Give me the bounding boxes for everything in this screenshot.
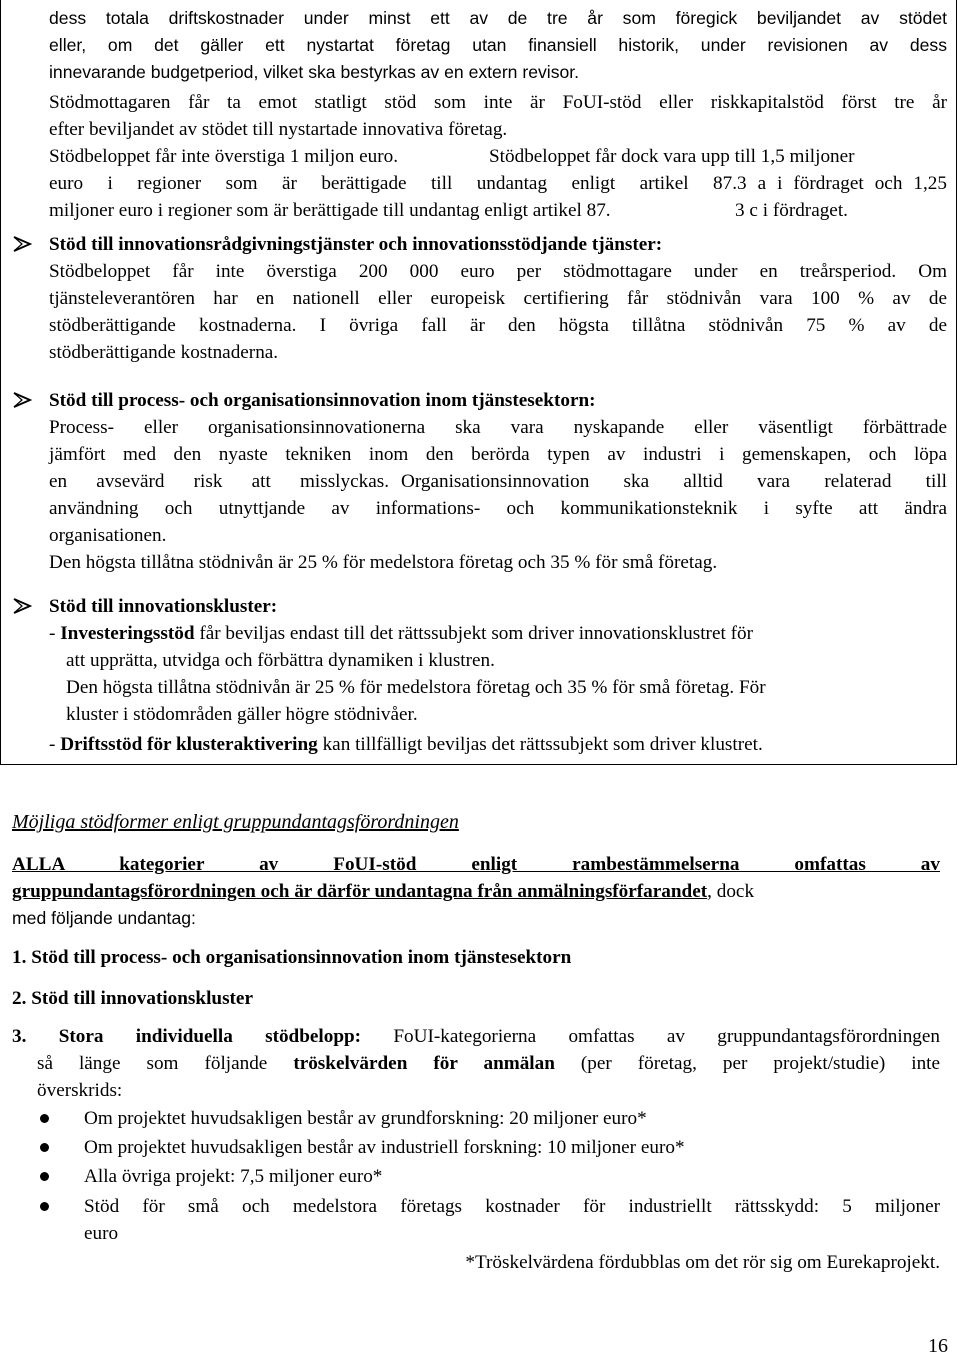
section3-heading: Stöd till innovationskluster:	[49, 596, 278, 617]
section2-line1: Process- eller organisationsinnovationerna ska vara nyskapande eller väsentligt förbättrade	[49, 417, 947, 438]
box-p2-line1: Stödmottagaren får ta emot statligt stöd som inte är FoUI-stöd eller riskkapitalstöd först tre år	[49, 92, 947, 113]
bullet-dot-icon	[40, 1172, 49, 1181]
box-p2-line2: efter beviljandet av stödet till nystartade innovativa företag.	[49, 119, 508, 140]
box-p3-line2b: 3 a i fördraget och 1,25	[737, 173, 947, 194]
bullet-4-line1: Stöd för små och medelstora företags kostnader för industriellt rättsskydd: 5 miljoner	[84, 1196, 940, 1217]
section3-item1-line4: kluster i stödområden gäller högre stödnivåer.	[66, 704, 418, 725]
section-title: Möjliga stödformer enligt gruppundantagsförordningen	[12, 811, 459, 833]
section2-line4: användning och utnyttjande av informations- och kommunikationsteknik i syfte att ändra	[49, 498, 947, 519]
investment-label: Investeringsstöd	[60, 623, 195, 644]
box-p1-line3: innevarande budgetperiod, vilket ska bestyrkas av en extern revisor.	[49, 62, 580, 82]
section2-line3a: en avsevärd risk att misslyckas.	[49, 471, 389, 492]
item-3-line2-b: tröskelvärden för anmälan	[293, 1053, 555, 1074]
alla-line2-rest: , dock	[707, 881, 755, 902]
bullet-3: Alla övriga projekt: 7,5 miljoner euro*	[84, 1166, 383, 1187]
arrow-bullet-icon	[12, 392, 32, 408]
arrow-bullet-icon	[12, 598, 32, 614]
footnote: *Tröskelvärdena fördubblas om det rör sig om Eurekaprojekt.	[465, 1252, 940, 1273]
section1-line2: tjänsteleverantören har en nationell eller europeisk certifiering får stödnivån vara 100 % av de	[49, 288, 947, 309]
bullet-2: Om projektet huvudsakligen består av industriell forskning: 10 miljoner euro*	[84, 1137, 685, 1158]
dash: -	[49, 734, 61, 755]
section3-item1-line2: att upprätta, utvidga och förbättra dynamiken i klustren.	[66, 650, 495, 671]
section1-line4: stödberättigande kostnaderna.	[49, 342, 279, 363]
box-p3-line1a: Stödbeloppet får inte överstiga 1 miljon euro.	[49, 146, 399, 167]
box-p3-line3a: miljoner euro i regioner som är berättigade till undantag enligt artikel 87.	[49, 200, 611, 221]
box-p1-line1: dess totala driftskostnader under minst ett av de tre år som föregick beviljandet av stödet	[49, 8, 947, 28]
bullet-dot-icon	[40, 1202, 49, 1211]
item-3-line1	[12, 1023, 940, 1050]
bullet-1: Om projektet huvudsakligen består av grundforskning: 20 miljoner euro*	[84, 1108, 647, 1129]
box-p3-line1b: Stödbeloppet får dock vara upp till 1,5 miljoner	[489, 146, 855, 167]
bullet-dot-icon	[40, 1143, 49, 1152]
alla-line1: ALLA kategorier av FoUI-stöd enligt rambestämmelserna omfattas av	[12, 854, 940, 875]
item-3-bold: 3. Stora individuella stödbelopp:	[12, 1026, 362, 1047]
section2-line6: Den högsta tillåtna stödnivån är 25 % för medelstora företag och 35 % för små företag.	[49, 552, 718, 573]
bullet-dot-icon	[40, 1114, 49, 1123]
box-p3-line3b: 3 c i fördraget.	[735, 200, 848, 221]
alla-line3: med följande undantag:	[12, 908, 196, 928]
item-3-line3: överskrids:	[37, 1080, 123, 1101]
item-2: 2. Stöd till innovationskluster	[12, 988, 253, 1009]
section2-line2: jämfört med den nyaste tekniken inom den berörda typen av industri i gemenskapen, och löpa	[49, 444, 947, 465]
box-p1-line2: eller, om det gäller ett nystartat företag utan finansiell historik, under revisionen av dess	[49, 35, 947, 55]
item-3-line2	[37, 1050, 940, 1077]
section3-item1-line3: Den högsta tillåtna stödnivån är 25 % för medelstora företag och 35 % för små företag. För	[66, 677, 766, 698]
bullet-4-line2: euro	[84, 1223, 119, 1244]
page-number: 16	[928, 1335, 948, 1357]
alla-line2-bold: gruppundantagsförordningen och är därför undantagna från anmälningsförfarandet	[12, 881, 708, 902]
section2-line3b: Organisationsinnovation ska alltid vara relaterad till	[401, 471, 947, 492]
section1-line3: stödberättigande kostnaderna. I övriga fall är den högsta tillåtna stödnivån 75 % av de	[49, 315, 947, 336]
section2-heading: Stöd till process- och organisationsinnovation inom tjänstesektorn:	[49, 390, 596, 411]
arrow-bullet-icon	[12, 236, 32, 252]
item-3-rest: FoUI-kategorierna omfattas av gruppundantagsförordningen	[361, 1026, 940, 1047]
item-3-line2-c: (per företag, per projekt/studie) inte	[554, 1053, 941, 1074]
item-1: 1. Stöd till process- och organisationsinnovation inom tjänstesektorn	[12, 947, 572, 968]
item-3-line2-a: så länge som följande	[37, 1053, 294, 1074]
section1-line1: Stödbeloppet får inte överstiga 200 000 euro per stödmottagare under en treårsperiod. Om	[49, 261, 947, 282]
operating-aid-label: Driftsstöd för klusteraktivering	[60, 734, 318, 755]
alla-line2	[12, 878, 754, 905]
dash: -	[49, 623, 61, 644]
item1-text: får beviljas endast till det rättssubjekt som driver innovationsklustret för	[194, 623, 753, 644]
box-p3-line2a: euro i regioner som är berättigade till undantag enligt artikel 87.	[49, 173, 737, 194]
section3-item1-line1	[49, 620, 753, 647]
section3-item2	[49, 731, 763, 758]
section1-heading: Stöd till innovationsrådgivningstjänster och innovationsstödjande tjänster:	[49, 234, 663, 255]
item2-text: kan tillfälligt beviljas det rättssubjekt som driver klustret.	[317, 734, 763, 755]
section2-line5: organisationen.	[49, 525, 167, 546]
